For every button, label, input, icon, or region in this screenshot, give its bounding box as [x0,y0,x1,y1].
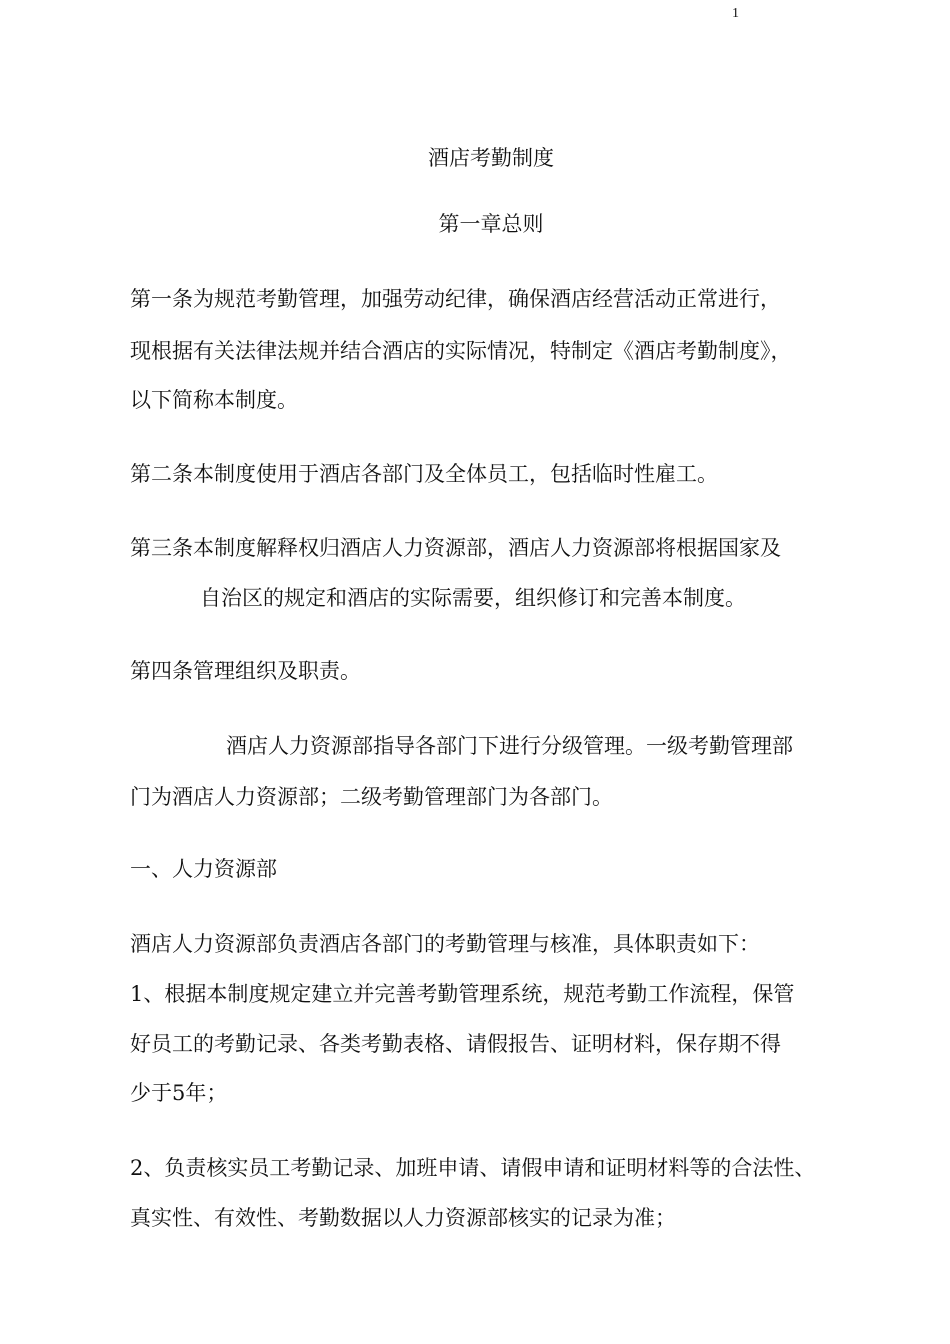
duty-1-line-1: 1、根据本制度规定建立并完善考勤管理系统，规范考勤工作流程，保管 [130,982,795,1006]
duty-1-line-2: 好员工的考勤记录、各类考勤表格、请假报告、证明材料，保存期不得 [130,1032,781,1056]
duty-2-line-2: 真实性、有效性、考勤数据以人力资源部核实的记录为准； [130,1206,676,1230]
article-1-line-1: 第一条为规范考勤管理，加强劳动纪律，确保酒店经营活动正常进行， [130,287,781,311]
article-3-line-2: 自治区的规定和酒店的实际需要，组织修订和完善本制度。 [200,586,746,610]
article-4: 第四条管理组织及职责。 [130,659,361,683]
hr-intro: 酒店人力资源部负责酒店各部门的考勤管理与核准，具体职责如下： [130,932,760,956]
article-2: 第二条本制度使用于酒店各部门及全体员工，包括临时性雇工。 [130,462,718,486]
article-1-line-2: 现根据有关法律法规并结合酒店的实际情况，特制定《酒店考勤制度》， [130,339,792,363]
document-title: 酒店考勤制度 [428,146,554,170]
section-hr-heading: 一、人力资源部 [130,857,277,881]
chapter-heading: 第一章总则 [438,212,544,236]
management-para-line-2: 门为酒店人力资源部；二级考勤管理部门为各部门。 [130,785,613,809]
management-para-line-1: 酒店人力资源部指导各部门下进行分级管理。一级考勤管理部 [226,734,793,758]
duty-1-line-3: 少于5年； [130,1081,228,1105]
article-1-line-3: 以下简称本制度。 [130,388,298,412]
page-number: 1 [732,6,739,21]
article-3-line-1: 第三条本制度解释权归酒店人力资源部，酒店人力资源部将根据国家及 [130,536,781,560]
duty-2-line-1: 2、负责核实员工考勤记录、加班申请、请假申请和证明材料等的合法性、 [130,1156,816,1180]
